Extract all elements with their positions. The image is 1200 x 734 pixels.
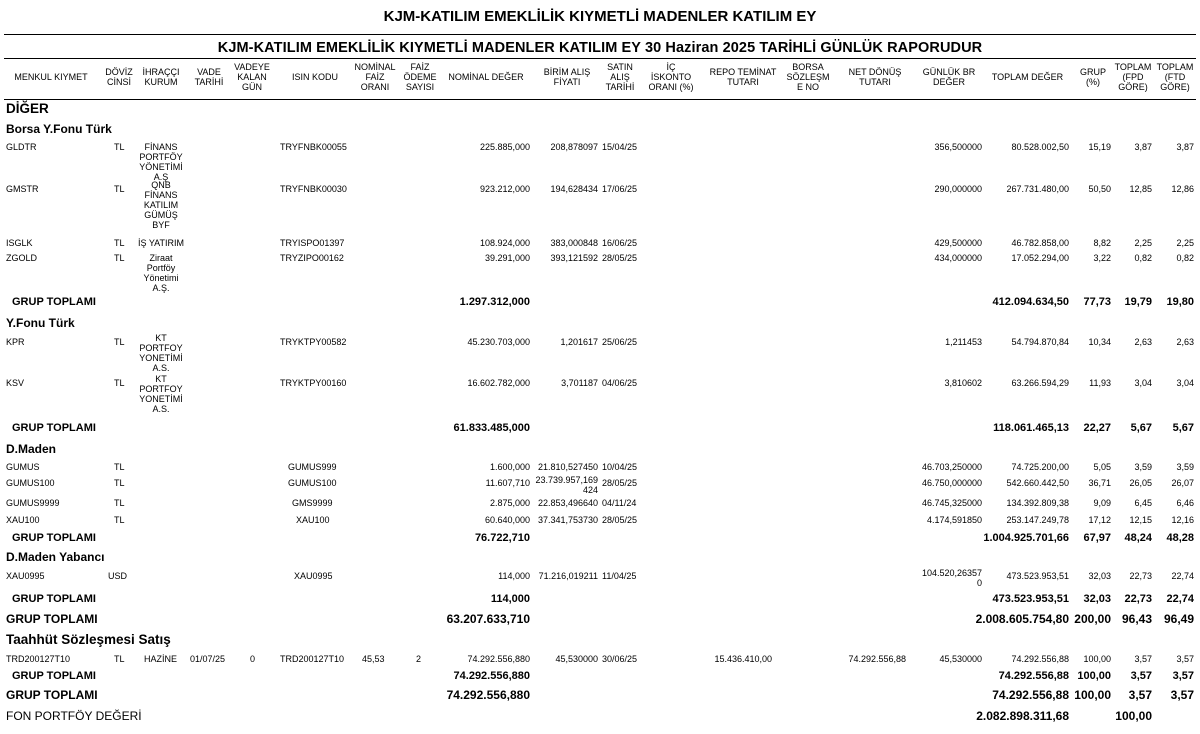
cell-isin: TRYFNBK00030 bbox=[280, 184, 347, 194]
cell-toplam: 46.782.858,00 bbox=[1011, 238, 1069, 248]
cell-ftd: 2,63 bbox=[1176, 337, 1194, 347]
subsection-dmaden: D.Maden bbox=[6, 442, 57, 456]
total-grup: 22,27 bbox=[1083, 422, 1111, 434]
cell-birim: 23.739.957,169 424 bbox=[535, 475, 598, 495]
total-label: GRUP TOPLAMI bbox=[12, 296, 96, 308]
total-fpd: 96,43 bbox=[1121, 612, 1152, 626]
total-fpd: 22,73 bbox=[1124, 593, 1152, 605]
cell-gunluk: 434,000000 bbox=[934, 253, 982, 263]
col-ftd: TOPLAM (FTD GÖRE) bbox=[1156, 62, 1194, 92]
col-satin-alis: SATIN ALIŞ TARİHİ bbox=[605, 62, 635, 92]
cell-fpd: 3,87 bbox=[1134, 142, 1152, 152]
cell-tarih: 10/04/25 bbox=[602, 462, 638, 472]
cell-grup: 3,22 bbox=[1093, 253, 1111, 263]
total-ftd: 48,28 bbox=[1166, 532, 1194, 544]
total-ftd: 22,74 bbox=[1166, 593, 1194, 605]
col-borsa: BORSA SÖZLEŞM E NO bbox=[786, 62, 830, 92]
col-ihracci: İHRAÇÇI KURUM bbox=[142, 67, 180, 87]
cell-birim: 71.216,019211 bbox=[538, 571, 598, 581]
cell-isin: TRYISPO01397 bbox=[280, 238, 345, 248]
cell-gunluk: 290,000000 bbox=[934, 184, 982, 194]
cell-fpd: 6,45 bbox=[1134, 498, 1152, 508]
cell-vadeye: 0 bbox=[250, 654, 256, 664]
cell-toplam: 17.052.294,00 bbox=[1011, 253, 1069, 263]
cell-toplam: 63.266.594,29 bbox=[1011, 378, 1069, 388]
cell-birim: 45,530000 bbox=[555, 654, 598, 664]
cell-faiz-odeme: 2 bbox=[416, 654, 422, 664]
cell-doviz: TL bbox=[114, 337, 125, 347]
cell-menkul: KPR bbox=[6, 337, 25, 347]
cell-doviz: TL bbox=[114, 478, 125, 488]
cell-menkul: TRD200127T10 bbox=[6, 654, 71, 664]
total-label: GRUP TOPLAMI bbox=[6, 688, 98, 702]
cell-birim: 22.853,496640 bbox=[537, 498, 598, 508]
section-taahhut: Taahhüt Sözleşmesi Satış bbox=[6, 632, 171, 647]
cell-grup: 5,05 bbox=[1093, 462, 1111, 472]
cell-fpd: 26,05 bbox=[1129, 478, 1152, 488]
title-divider bbox=[4, 34, 1196, 35]
cell-grup: 11,93 bbox=[1089, 378, 1111, 388]
cell-grup: 9,09 bbox=[1093, 498, 1111, 508]
cell-grup: 100,00 bbox=[1083, 654, 1111, 664]
cell-nominal: 2.875,000 bbox=[489, 498, 530, 508]
cell-gunluk: 104.520,26357 0 bbox=[921, 568, 982, 588]
cell-nominal: 108.924,000 bbox=[479, 238, 530, 248]
total-grup: 77,73 bbox=[1083, 296, 1111, 308]
cell-ftd: 3,57 bbox=[1176, 654, 1194, 664]
cell-menkul: GLDTR bbox=[6, 142, 37, 152]
col-vade: VADE TARİHİ bbox=[194, 67, 224, 87]
cell-isin: GUMUS999 bbox=[288, 462, 337, 472]
section-diger: DİĞER bbox=[6, 101, 49, 116]
cell-menkul: GMSTR bbox=[6, 184, 39, 194]
cell-nominal: 1.600,000 bbox=[489, 462, 530, 472]
total-label: GRUP TOPLAMI bbox=[12, 532, 96, 544]
cell-tarih: 25/06/25 bbox=[602, 337, 638, 347]
cell-nominal: 114,000 bbox=[498, 571, 530, 581]
cell-birim: 37.341,753730 bbox=[537, 515, 598, 525]
cell-tarih: 28/05/25 bbox=[602, 478, 638, 488]
col-ic-iskonto: İÇ İSKONTO ORANI (%) bbox=[648, 62, 694, 92]
col-menkul: MENKUL KIYMET bbox=[14, 72, 88, 82]
cell-net: 74.292.556,88 bbox=[848, 654, 906, 664]
col-vadeye: VADEYE KALAN GÜN bbox=[234, 62, 270, 92]
cell-fpd: 3,57 bbox=[1134, 654, 1152, 664]
cell-menkul: KSV bbox=[6, 378, 25, 388]
total-grup: 67,97 bbox=[1083, 532, 1111, 544]
total-fpd: 5,67 bbox=[1130, 422, 1152, 434]
subsection-borsa-yfonu: Borsa Y.Fonu Türk bbox=[6, 122, 112, 136]
cell-ftd: 3,59 bbox=[1176, 462, 1194, 472]
cell-ftd: 2,25 bbox=[1176, 238, 1194, 248]
cell-toplam: 80.528.002,50 bbox=[1011, 142, 1069, 152]
cell-gunluk: 356,500000 bbox=[934, 142, 982, 152]
cell-ihracci: KT PORTFOY YONETİMİ A.S. bbox=[139, 374, 183, 414]
cell-gunluk: 46.703,250000 bbox=[921, 462, 982, 472]
cell-tarih: 04/06/25 bbox=[602, 378, 638, 388]
cell-fpd: 2,25 bbox=[1134, 238, 1152, 248]
total-ftd: 5,67 bbox=[1172, 422, 1194, 434]
total-ftd: 19,80 bbox=[1166, 296, 1194, 308]
total-grup: 32,03 bbox=[1083, 593, 1111, 605]
cell-fpd: 3,04 bbox=[1134, 378, 1152, 388]
cell-doviz: TL bbox=[114, 515, 125, 525]
cell-nominal: 16.602.782,000 bbox=[467, 378, 530, 388]
cell-ftd: 22,74 bbox=[1171, 571, 1194, 581]
cell-gunluk: 46.745,325000 bbox=[921, 498, 982, 508]
cell-nom-faiz: 45,53 bbox=[362, 654, 385, 664]
cell-fpd: 12,15 bbox=[1129, 515, 1152, 525]
report-title: KJM-KATILIM EMEKLİLİK KIYMETLİ MADENLER KATILIM EY bbox=[383, 8, 817, 25]
cell-ihracci: Ziraat Portföy Yönetimi A.Ş. bbox=[143, 253, 179, 293]
subsection-dmaden-yabanci: D.Maden Yabancı bbox=[6, 550, 105, 564]
cell-grup: 50,50 bbox=[1088, 184, 1111, 194]
col-faiz-odeme: FAİZ ÖDEME SAYISI bbox=[403, 62, 437, 92]
total-toplam: 118.061.465,13 bbox=[993, 422, 1069, 434]
subsection-yfonu: Y.Fonu Türk bbox=[6, 316, 75, 330]
cell-tarih: 16/06/25 bbox=[602, 238, 638, 248]
cell-vade: 01/07/25 bbox=[190, 654, 226, 664]
total-fpd: 48,24 bbox=[1124, 532, 1152, 544]
cell-grup: 17,12 bbox=[1088, 515, 1111, 525]
cell-tarih: 30/06/25 bbox=[602, 654, 638, 664]
cell-birim: 383,000848 bbox=[550, 238, 598, 248]
cell-menkul: GUMUS9999 bbox=[6, 498, 60, 508]
cell-tarih: 28/05/25 bbox=[602, 253, 638, 263]
total-ftd: 3,57 bbox=[1170, 688, 1194, 702]
total-ftd: 3,57 bbox=[1172, 670, 1194, 682]
cell-nominal: 39.291,000 bbox=[484, 253, 530, 263]
cell-tarih: 04/11/24 bbox=[602, 498, 637, 508]
total-nominal: 1.297.312,000 bbox=[459, 296, 530, 308]
cell-birim: 208,878097 bbox=[550, 142, 598, 152]
cell-toplam: 54.794.870,84 bbox=[1011, 337, 1069, 347]
cell-menkul: ISGLK bbox=[6, 238, 33, 248]
cell-ihracci: İŞ YATIRIM bbox=[137, 238, 184, 248]
col-grup: GRUP (%) bbox=[1079, 67, 1106, 87]
cell-tarih: 17/06/25 bbox=[602, 184, 638, 194]
cell-tarih: 28/05/25 bbox=[602, 515, 638, 525]
total-label: GRUP TOPLAMI bbox=[6, 612, 98, 626]
cell-repo: 15.436.410,00 bbox=[714, 654, 772, 664]
total-nominal: 76.722,710 bbox=[474, 532, 530, 544]
total-toplam: 2.008.605.754,80 bbox=[975, 612, 1069, 626]
col-nominal: NOMİNAL DEĞER bbox=[448, 72, 524, 82]
total-toplam: 473.523.953,51 bbox=[992, 593, 1069, 605]
cell-isin: TRYZIPO00162 bbox=[280, 253, 344, 263]
cell-doviz: TL bbox=[114, 184, 125, 194]
total-label: GRUP TOPLAMI bbox=[12, 422, 96, 434]
cell-doviz: TL bbox=[114, 378, 125, 388]
cell-nominal: 923.212,000 bbox=[479, 184, 530, 194]
cell-menkul: ZGOLD bbox=[6, 253, 38, 263]
total-fpd: 19,79 bbox=[1124, 296, 1152, 308]
col-repo: REPO TEMİNAT TUTARI bbox=[709, 67, 777, 87]
cell-ftd: 12,86 bbox=[1171, 184, 1194, 194]
cell-ihracci: HAZİNE bbox=[144, 654, 178, 664]
cell-fpd: 0,82 bbox=[1134, 253, 1152, 263]
total-label: GRUP TOPLAMI bbox=[12, 593, 96, 605]
cell-ihracci: QNB FİNANS KATILIM GÜMÜŞ BYF bbox=[143, 180, 179, 230]
cell-toplam: 134.392.809,38 bbox=[1006, 498, 1069, 508]
cell-ftd: 0,82 bbox=[1176, 253, 1194, 263]
cell-nominal: 11.607,710 bbox=[485, 478, 530, 488]
fund-fpd: 100,00 bbox=[1115, 709, 1152, 723]
cell-isin: TRYKTPY00160 bbox=[280, 378, 347, 388]
cell-menkul: GUMUS100 bbox=[6, 478, 55, 488]
col-isin: ISIN KODU bbox=[291, 72, 338, 82]
cell-ihracci: KT PORTFOY YONETİMİ A.S. bbox=[139, 333, 183, 373]
total-label: GRUP TOPLAMI bbox=[12, 670, 96, 682]
col-doviz: DÖVİZ CİNSİ bbox=[105, 67, 133, 87]
total-nominal: 114,000 bbox=[490, 593, 530, 605]
cell-ftd: 26,07 bbox=[1171, 478, 1194, 488]
cell-fpd: 2,63 bbox=[1134, 337, 1152, 347]
cell-doviz: TL bbox=[114, 142, 125, 152]
cell-fpd: 22,73 bbox=[1129, 571, 1152, 581]
col-fpd: TOPLAM (FPD GÖRE) bbox=[1114, 62, 1152, 92]
cell-doviz: TL bbox=[114, 654, 125, 664]
column-header-row bbox=[0, 62, 1200, 102]
cell-gunluk: 4.174,591850 bbox=[926, 515, 982, 525]
fund-label: FON PORTFÖY DEĞERİ bbox=[6, 709, 142, 723]
total-grup: 100,00 bbox=[1074, 688, 1111, 702]
cell-gunluk: 1,211453 bbox=[945, 337, 982, 347]
cell-birim: 194,628434 bbox=[550, 184, 598, 194]
cell-gunluk: 45,530000 bbox=[939, 654, 982, 664]
cell-doviz: TL bbox=[114, 253, 125, 263]
cell-ihracci: FİNANS PORTFÖY YÖNETİMİ A.Ş bbox=[139, 142, 183, 182]
report-subtitle: KJM-KATILIM EMEKLİLİK KIYMETLİ MADENLER KATILIM EY 30 Haziran 2025 TARİHLİ GÜNLÜK RAPORUDUR bbox=[217, 40, 983, 56]
cell-gunluk: 46.750,000000 bbox=[921, 478, 982, 488]
cell-grup: 15,19 bbox=[1088, 142, 1111, 152]
col-nom-faiz: NOMİNAL FAİZ ORANI bbox=[354, 62, 396, 92]
total-nominal: 63.207.633,710 bbox=[446, 612, 530, 626]
cell-grup: 32,03 bbox=[1088, 571, 1111, 581]
cell-isin: GUMUS100 bbox=[288, 478, 337, 488]
total-fpd: 3,57 bbox=[1130, 670, 1152, 682]
cell-doviz: TL bbox=[114, 238, 125, 248]
total-nominal: 74.292.556,880 bbox=[446, 688, 530, 702]
cell-birim: 393,121592 bbox=[550, 253, 598, 263]
cell-toplam: 253.147.249,78 bbox=[1006, 515, 1069, 525]
cell-ftd: 12,16 bbox=[1171, 515, 1194, 525]
total-toplam: 74.292.556,88 bbox=[992, 688, 1069, 702]
col-birim-alis: BİRİM ALIŞ FİYATI bbox=[543, 67, 591, 87]
total-ftd: 96,49 bbox=[1163, 612, 1194, 626]
cell-toplam: 542.660.442,50 bbox=[1006, 478, 1069, 488]
fund-total: 2.082.898.311,68 bbox=[976, 709, 1069, 723]
cell-menkul: XAU0995 bbox=[6, 571, 45, 581]
cell-tarih: 11/04/25 bbox=[602, 571, 637, 581]
cell-isin: XAU0995 bbox=[294, 571, 333, 581]
cell-gunluk: 3,810602 bbox=[944, 378, 982, 388]
header-divider bbox=[4, 99, 1196, 100]
cell-nominal: 60.640,000 bbox=[484, 515, 530, 525]
cell-birim: 3,701187 bbox=[561, 378, 598, 388]
total-nominal: 74.292.556,880 bbox=[453, 670, 530, 682]
total-nominal: 61.833.485,000 bbox=[453, 422, 530, 434]
cell-isin: TRYKTPY00582 bbox=[280, 337, 347, 347]
cell-toplam: 74.725.200,00 bbox=[1011, 462, 1069, 472]
col-gunluk-br: GÜNLÜK BR DEĞER bbox=[922, 67, 976, 87]
cell-birim: 21.810,527450 bbox=[537, 462, 598, 472]
col-net-donus: NET DÖNÜŞ TUTARI bbox=[848, 67, 902, 87]
cell-gunluk: 429,500000 bbox=[934, 238, 982, 248]
cell-isin: TRD200127T10 bbox=[280, 654, 345, 664]
cell-ftd: 3,87 bbox=[1176, 142, 1194, 152]
cell-doviz: TL bbox=[114, 462, 125, 472]
cell-nominal: 74.292.556,880 bbox=[467, 654, 530, 664]
cell-fpd: 12,85 bbox=[1129, 184, 1152, 194]
cell-toplam: 74.292.556,88 bbox=[1011, 654, 1069, 664]
col-toplam-deger: TOPLAM DEĞER bbox=[991, 72, 1064, 82]
cell-menkul: GUMUS bbox=[6, 462, 40, 472]
total-grup: 100,00 bbox=[1077, 670, 1111, 682]
cell-menkul: XAU100 bbox=[6, 515, 40, 525]
cell-ftd: 6,46 bbox=[1176, 498, 1194, 508]
cell-isin: GMS9999 bbox=[292, 498, 333, 508]
cell-birim: 1,201617 bbox=[560, 337, 598, 347]
cell-doviz: USD bbox=[108, 571, 128, 581]
cell-doviz: TL bbox=[114, 498, 125, 508]
cell-toplam: 473.523.953,51 bbox=[1006, 571, 1069, 581]
cell-ftd: 3,04 bbox=[1176, 378, 1194, 388]
cell-tarih: 15/04/25 bbox=[602, 142, 638, 152]
total-toplam: 412.094.634,50 bbox=[992, 296, 1069, 308]
total-toplam: 1.004.925.701,66 bbox=[983, 532, 1069, 544]
cell-toplam: 267.731.480,00 bbox=[1006, 184, 1069, 194]
cell-isin: XAU100 bbox=[296, 515, 330, 525]
cell-grup: 8,82 bbox=[1093, 238, 1111, 248]
cell-nominal: 45.230.703,000 bbox=[467, 337, 530, 347]
subtitle-divider bbox=[4, 58, 1196, 59]
total-toplam: 74.292.556,88 bbox=[998, 670, 1069, 682]
cell-grup: 10,34 bbox=[1088, 337, 1111, 347]
cell-nominal: 225.885,000 bbox=[479, 142, 530, 152]
total-fpd: 3,57 bbox=[1128, 688, 1152, 702]
cell-isin: TRYFNBK00055 bbox=[280, 142, 347, 152]
cell-grup: 36,71 bbox=[1088, 478, 1111, 488]
total-grup: 200,00 bbox=[1074, 612, 1111, 626]
cell-fpd: 3,59 bbox=[1134, 462, 1152, 472]
